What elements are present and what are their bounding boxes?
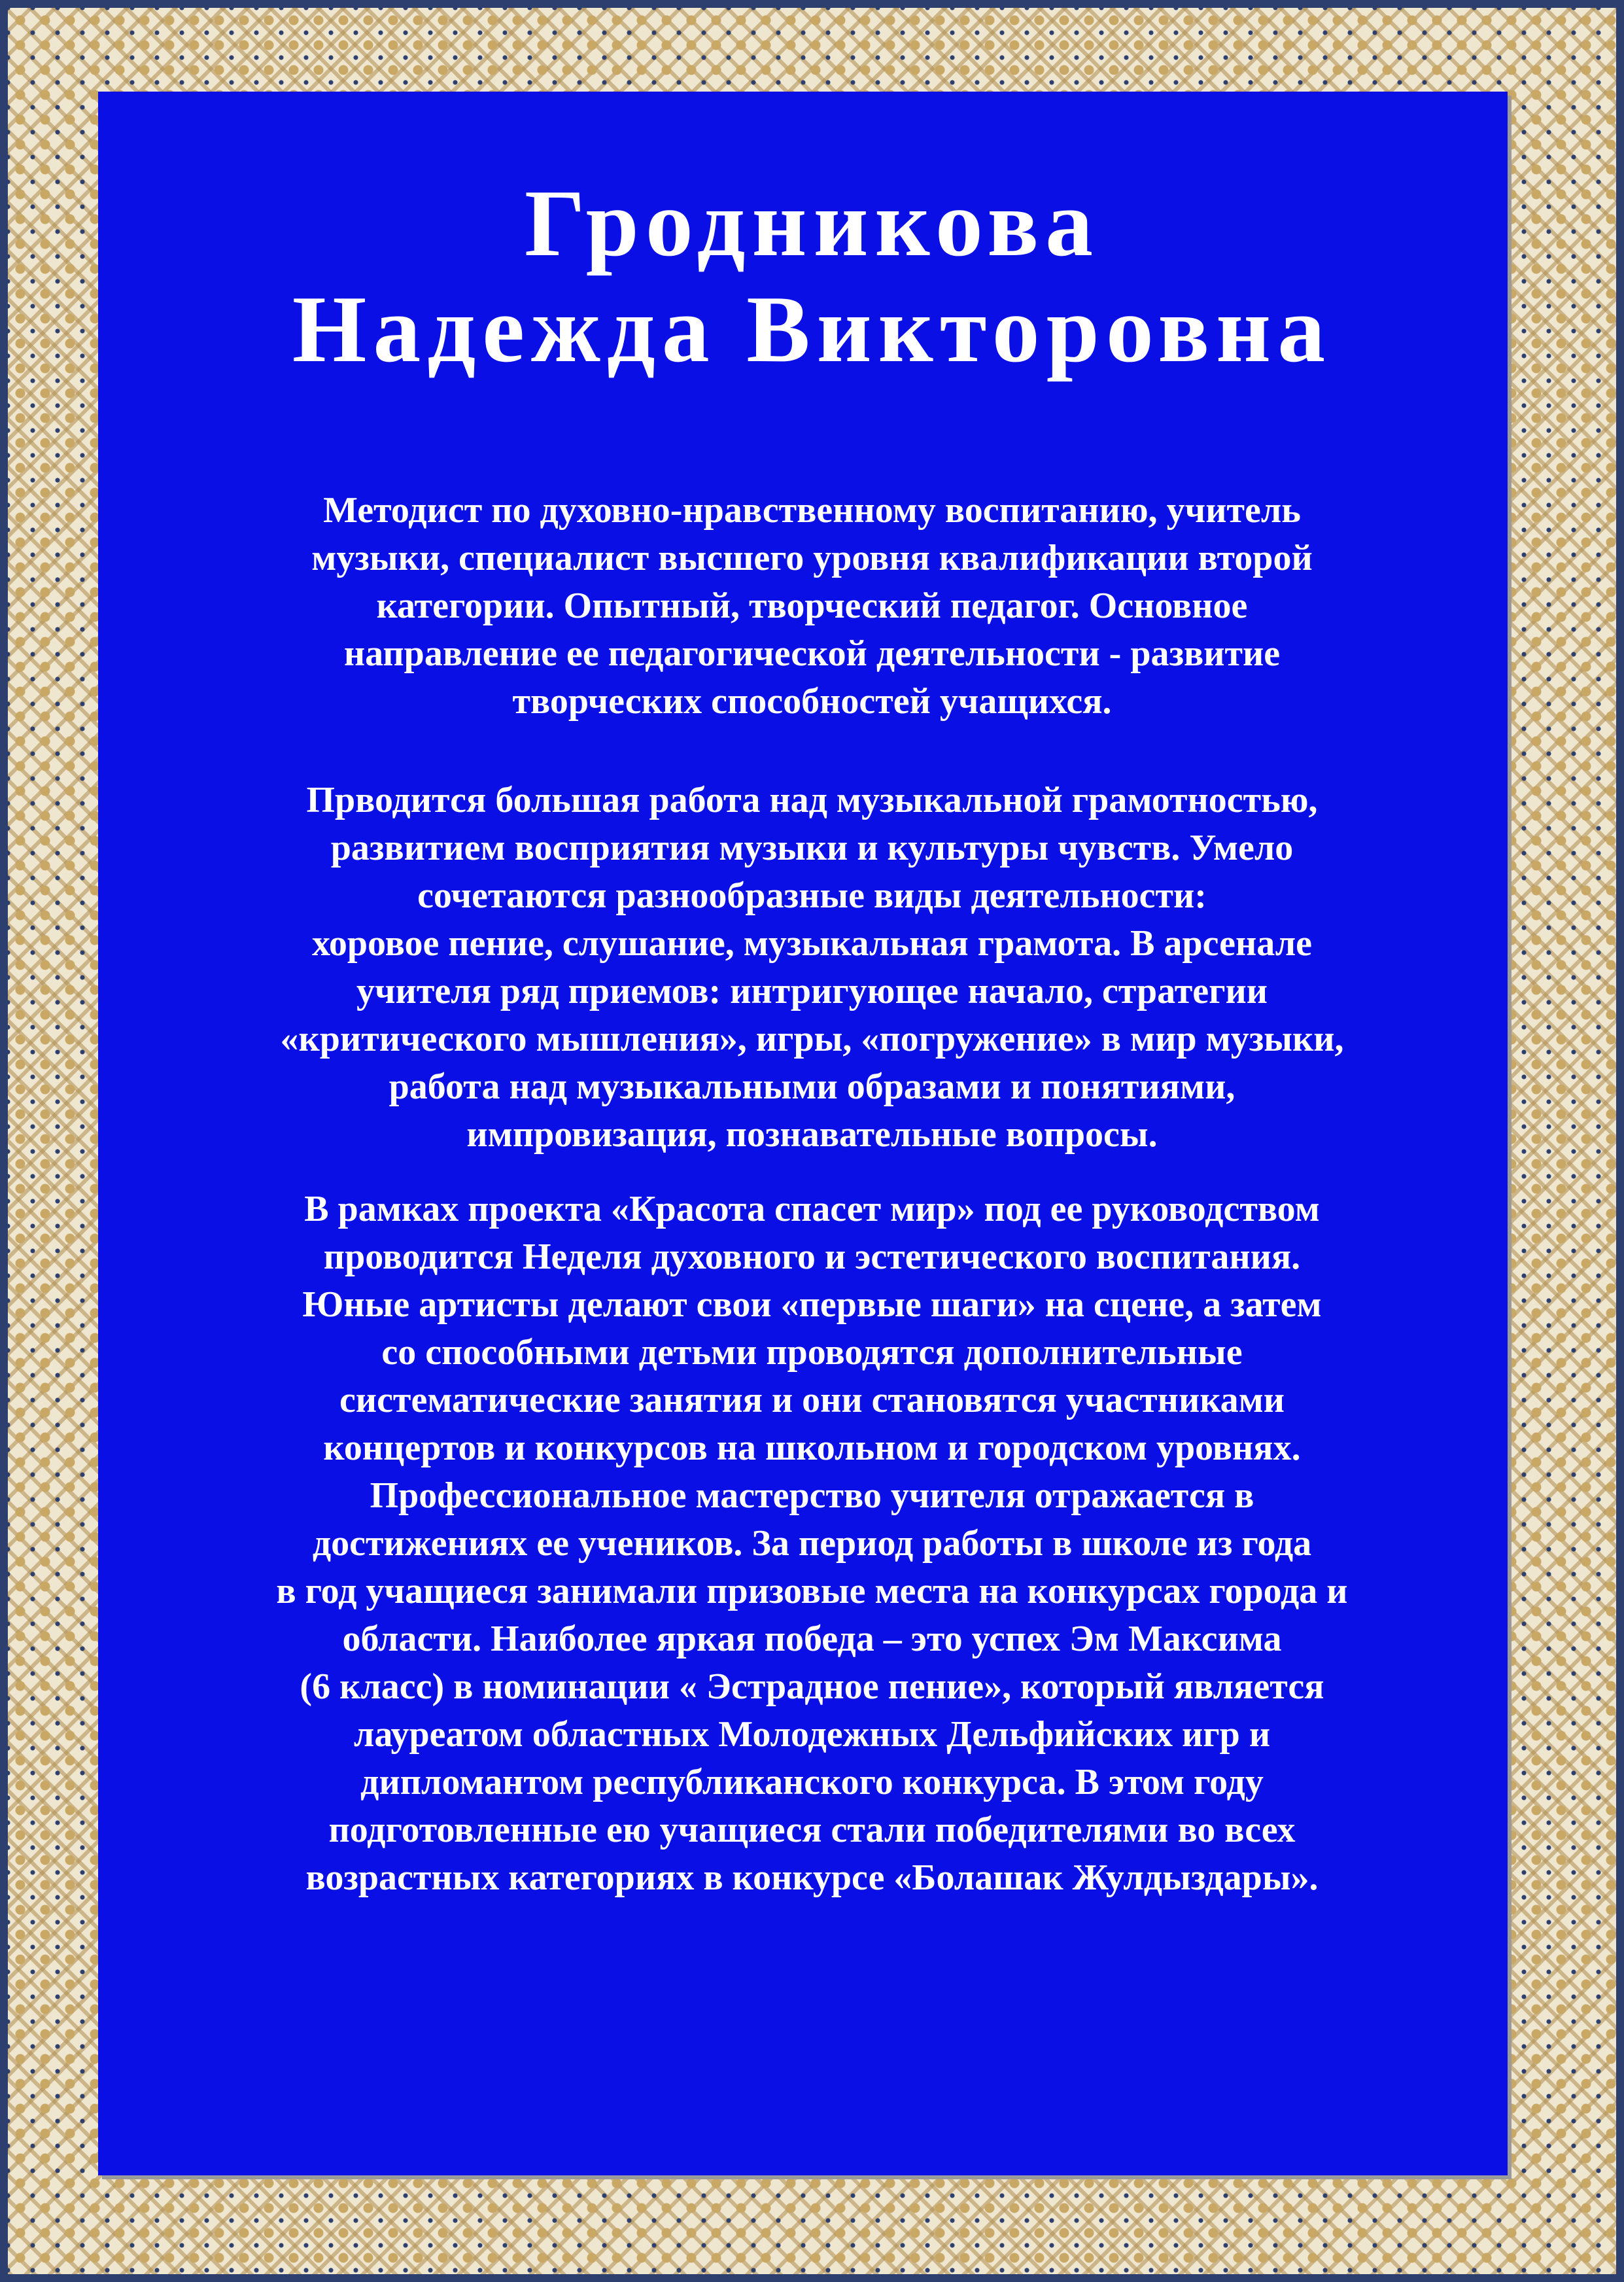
- paragraph-methods: Прводится большая работа над музыкальной грамотностью, развитием восприятия музыки и культуры чувств. Умело сочетаются разнообразные виды деятельности: хоровое пение, слушание, музыкальная грамота. В арсенале учителя ряд приемов: интригующее начало, стратегии «критического мышления», игры, «погружение» в мир музыки, работа над музыкальными образами и понятиями, импровизация, познавательные вопросы.: [280, 780, 1344, 1155]
- title-surname: Гродникова: [524, 170, 1100, 276]
- paragraph-role: Методист по духовно-нравственному воспитанию, учитель музыки, специалист высшего уровня квалификации второй категории. Опытный, творческий педагог. Основное направление ее педагогической деятельности - развитие творческих способностей учащихся.: [311, 490, 1313, 722]
- paragraph-achievements: В рамках проекта «Красота спасет мир» под ее руководством проводится Неделя духовного и эстетического воспитания. Юные артисты делают свои «первые шаги» на сцене, а затем со способными детьми проводятся дополнительные систематические занятия и они становятся участниками концертов и конкурсов на школьном и городском уровнях. Профессиональное мастерство учителя отражается в достижениях ее учеников. За период работы в школе из года в год учащиеся занимали призовые места на конкурсах города и области. Наиболее яркая победа – это успех Эм Максима (6 класс) в номинации « Эстрадное пение», который является лауреатом областных Молодежных Дельфийских игр и дипломантом республиканского конкурса. В этом году подготовленные ею учащиеся стали победителями во всех возрастных категориях в конкурсе «Болашак Жулдыздары».: [276, 1189, 1348, 1898]
- title-given-names: Надежда Викторовна: [292, 276, 1332, 382]
- page-title: [0, 170, 1624, 382]
